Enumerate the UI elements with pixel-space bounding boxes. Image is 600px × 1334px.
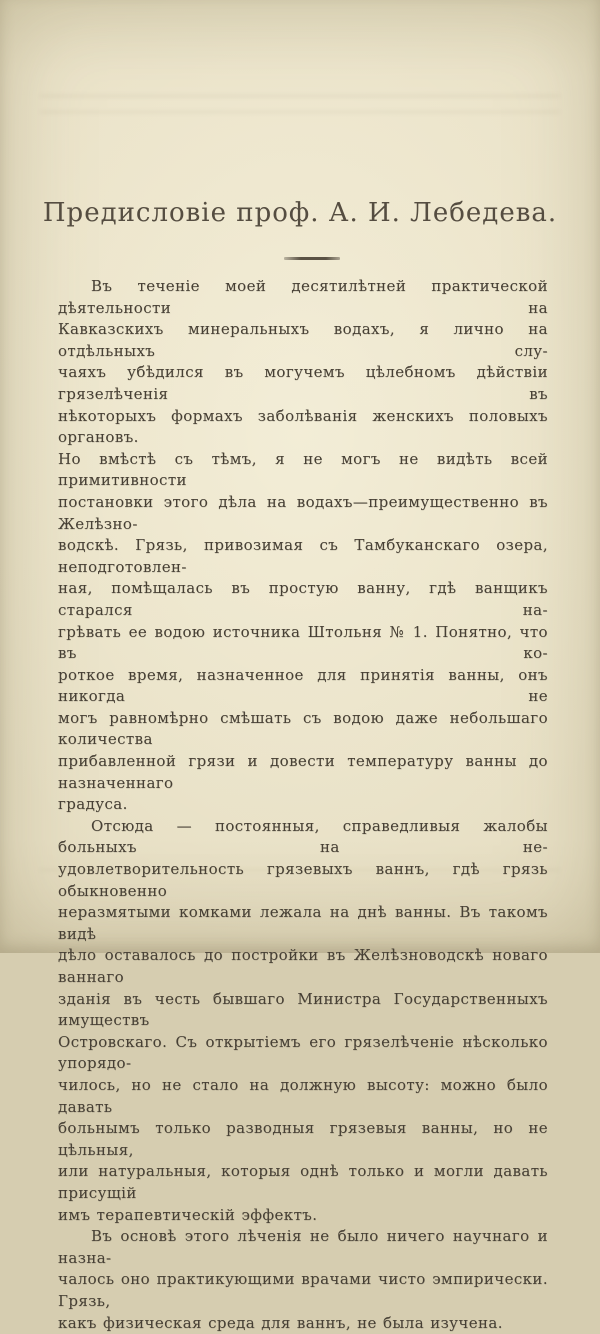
text-line: Кавказскихъ минеральныхъ водахъ, я лично на отдѣльныхъ слу- [58,319,548,362]
text-line: градуса. [58,794,548,816]
text-line: имъ терапевтическій эффектъ. [58,1205,548,1227]
text-line: удовлетворительность грязевыхъ ваннъ, гдѣ грязь обыкновенно [58,859,548,902]
text-line: чаяхъ убѣдился въ могучемъ цѣлебномъ дѣйствіи грязелѣченія въ [58,362,548,405]
text-line: Но вмѣстѣ съ тѣмъ, я не могъ не видѣть всей примитивности [58,449,548,492]
text-line: чилось, но не стало на должную высоту: можно было давать [58,1075,548,1118]
text-line: роткое время, назначенное для принятія ванны, онъ никогда не [58,665,548,708]
text-line: неразмятыми комками лежала на днѣ ванны. Въ такомъ видѣ [58,902,548,945]
paragraph [58,1226,548,1334]
paragraph [58,276,548,816]
title-divider-rule [284,257,340,260]
text-line: водскѣ. Грязь, привозимая съ Тамбуканскаго озера, неподготовлен- [58,535,548,578]
text-line: ная, помѣщалась въ простую ванну, гдѣ ванщикъ старался на- [58,578,548,621]
page-title: Предисловіе проф. А. И. Лебедева. [0,198,600,228]
reverse-side-bleed-through [40,88,560,122]
body-text [58,276,548,1334]
text-line: дѣло оставалось до постройки въ Желѣзноводскѣ новаго ваннаго [58,945,548,988]
text-line: грѣвать ее водою источника Штольня № 1. Понятно, что въ ко- [58,622,548,665]
text-line: постановки этого дѣла на водахъ—преимущественно въ Желѣзно- [58,492,548,535]
text-line: нѣкоторыхъ формахъ заболѣванія женскихъ половыхъ органовъ. [58,406,548,449]
text-line: Островскаго. Съ открытіемъ его грязелѣченіе нѣсколько упорядо- [58,1032,548,1075]
text-line: больнымъ только разводныя грязевыя ванны, но не цѣльныя, [58,1118,548,1161]
text-line: чалось оно практикующими врачами чисто эмпирически. Грязь, [58,1269,548,1312]
text-line: зданія въ честь бывшаго Министра Государственныхъ имуществъ [58,989,548,1032]
text-line: Въ основѣ этого лѣченія не было ничего научнаго и назна- [58,1226,548,1269]
text-line: какъ физическая среда для ваннъ, не была изучена. [58,1313,548,1334]
paragraph [58,816,548,1226]
text-line: или натуральныя, которыя однѣ только и могли давать присущій [58,1161,548,1204]
text-line: прибавленной грязи и довести температуру ванны до назначеннаго [58,751,548,794]
text-line: Въ теченіе моей десятилѣтней практической дѣятельности на [58,276,548,319]
text-line: Отсюда — постоянныя, справедливыя жалобы больныхъ на не- [58,816,548,859]
text-line: могъ равномѣрно смѣшать съ водою даже небольшаго количества [58,708,548,751]
